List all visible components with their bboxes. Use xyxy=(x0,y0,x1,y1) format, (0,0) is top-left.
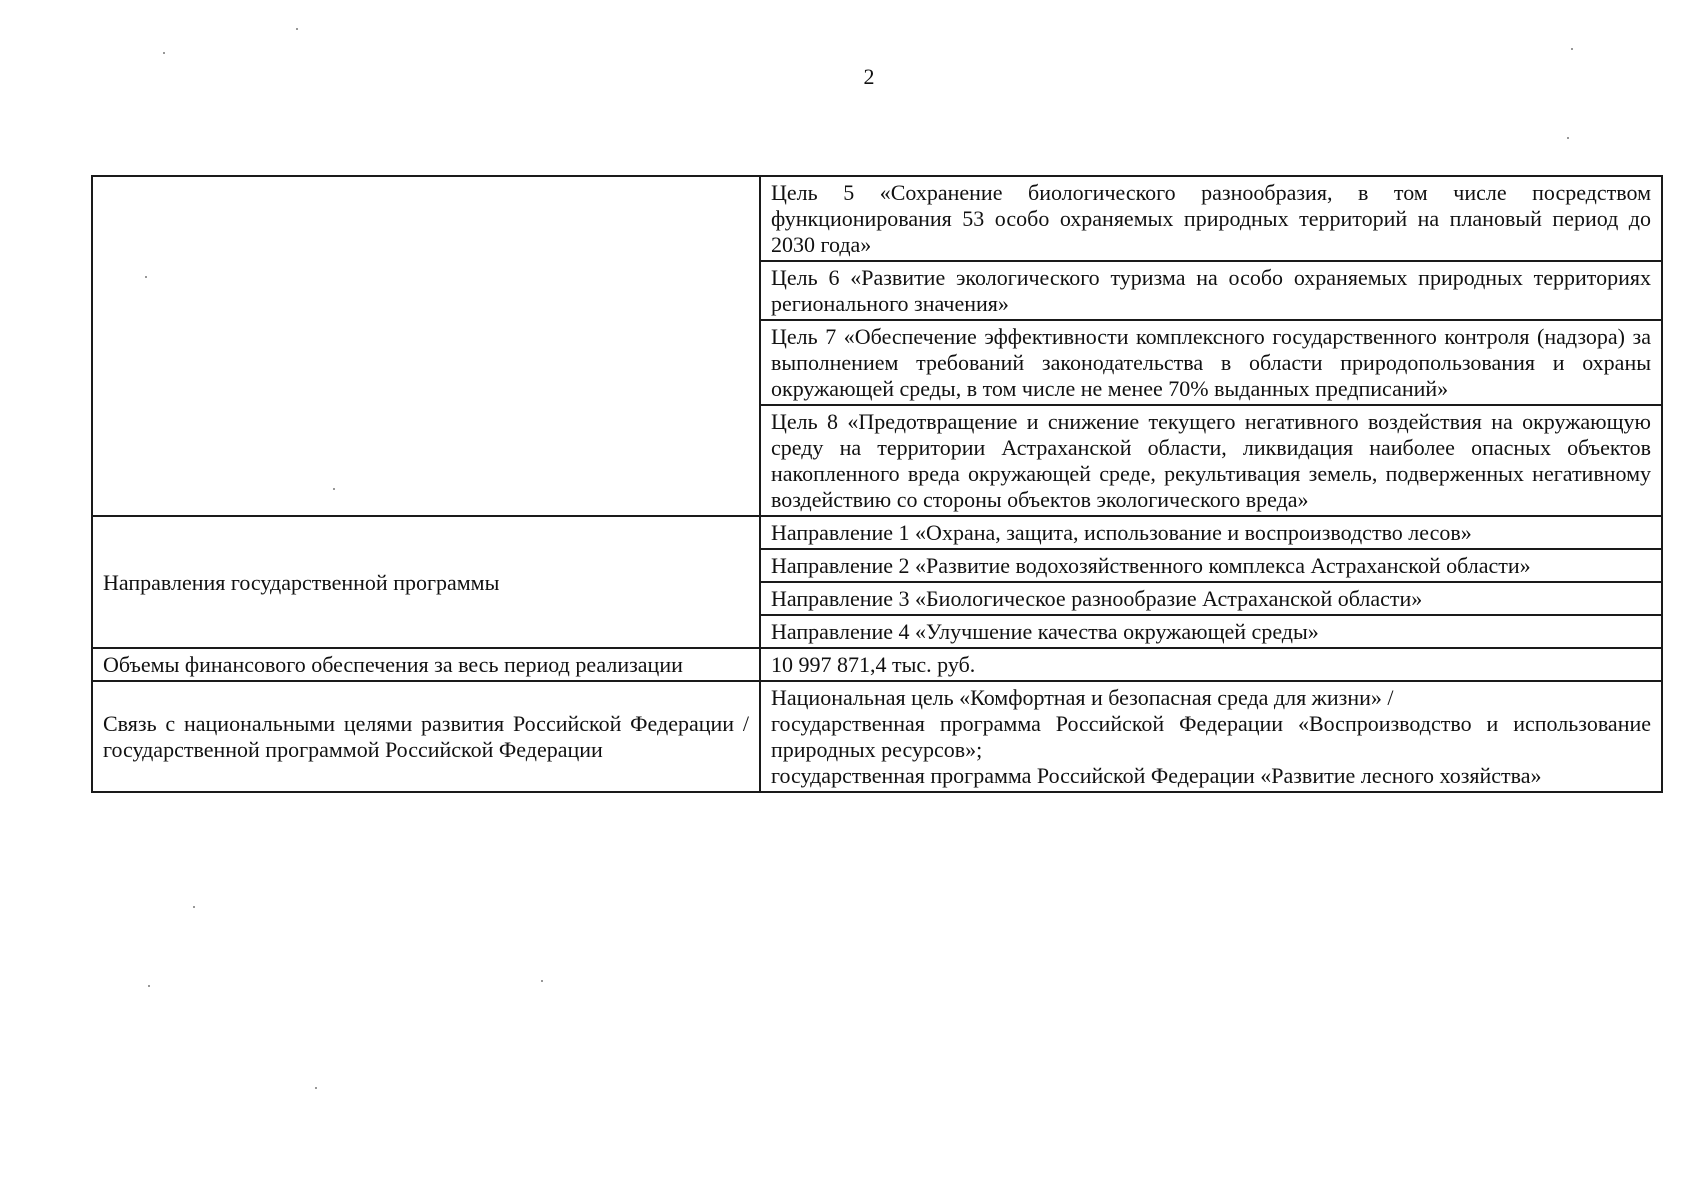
table-row xyxy=(92,176,1662,261)
empty-label-cell xyxy=(92,176,760,516)
direction-4-cell: Направление 4 «Улучшение качества окружающей среды» xyxy=(760,615,1662,648)
table-row xyxy=(92,648,1662,681)
state-program-line: государственная программа Российской Федерации «Воспроизводство и использование природных ресурсов»; xyxy=(771,711,1651,762)
direction-2-cell: Направление 2 «Развитие водохозяйственного комплекса Астраханской области» xyxy=(760,549,1662,582)
direction-3-cell: Направление 3 «Биологическое разнообразие Астраханской области» xyxy=(760,582,1662,615)
funding-value: 10 997 871,4 тыс. руб. xyxy=(760,648,1662,681)
national-goals-label: Связь с национальными целями развития Российской Федерации / государственной программой Российской Федерации xyxy=(92,681,760,792)
goal-7-cell: Цель 7 «Обеспечение эффективности комплексного государственного контроля (надзора) за выполнением требований законодательства в области природопользования и охраны окружающей среды, в том числе не менее 70% выданных предписаний» xyxy=(760,320,1662,405)
table-row xyxy=(92,516,1662,549)
table-row xyxy=(92,681,1662,792)
funding-label: Объемы финансового обеспечения за весь период реализации xyxy=(92,648,760,681)
program-passport-table xyxy=(91,175,1663,793)
national-goal-line: Национальная цель «Комфортная и безопасная среда для жизни» / xyxy=(771,685,1394,710)
direction-1-cell: Направление 1 «Охрана, защита, использование и воспроизводство лесов» xyxy=(760,516,1662,549)
goal-5-cell: Цель 5 «Сохранение биологического разнообразия, в том числе посредством функционирования 53 особо охраняемых природных территорий на плановый период до 2030 года» xyxy=(760,176,1662,261)
directions-label: Направления государственной программы xyxy=(92,516,760,648)
national-goals-cell xyxy=(760,681,1662,792)
goal-6-cell: Цель 6 «Развитие экологического туризма на особо охраняемых природных территориях регионального значения» xyxy=(760,261,1662,320)
goal-8-cell: Цель 8 «Предотвращение и снижение текущего негативного воздействия на окружающую среду на территории Астраханской области, ликвидация наиболее опасных объектов накопленного вреда окружающей среде, рекультивация земель, подверженных негативному воздействию со стороны объектов экологического вреда» xyxy=(760,405,1662,516)
state-program-line: государственная программа Российской Федерации «Развитие лесного хозяйства» xyxy=(771,763,1542,788)
page-number: 2 xyxy=(863,64,875,89)
